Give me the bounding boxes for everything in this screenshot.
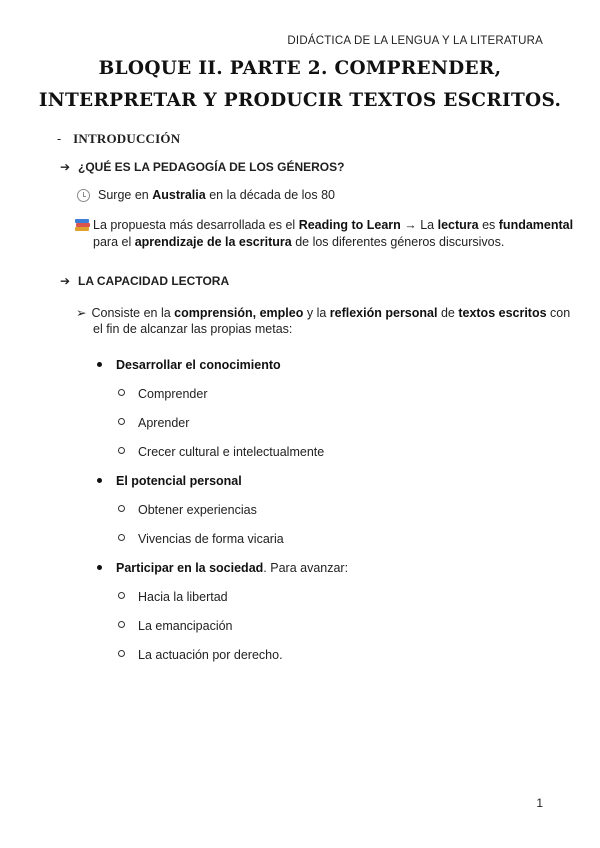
books-icon: [75, 219, 89, 231]
sub-list-item: Crecer cultural e intelectualmente: [118, 445, 324, 459]
sub-list-item: Vivencias de forma vicaria: [118, 532, 284, 546]
circle-bullet: [118, 505, 125, 512]
list-item-knowledge: Desarrollar el conocimiento: [97, 358, 281, 372]
section-heading-genres: [60, 160, 344, 174]
section-heading-reading: [60, 274, 229, 288]
disc-bullet: [97, 362, 102, 367]
list-item-society: Participar en la sociedad. Para avanzar:: [97, 561, 348, 575]
circle-bullet: [118, 650, 125, 657]
running-header: DIDÁCTICA DE LA LENGUA Y LA LITERATURA: [287, 35, 543, 47]
paragraph-capacity-cont: el fin de alcanzar las propias metas:: [93, 322, 293, 336]
sub-list-item: La actuación por derecho.: [118, 648, 283, 662]
dash-bullet: -: [57, 132, 62, 146]
paragraph-reading-to-learn: La propuesta más desarrollada es el Reading to Learn → La lectura es fundamental: [75, 218, 573, 232]
intro-heading: [57, 131, 180, 147]
paragraph-capacity: ➢ Consiste en la comprensión, empleo y la reflexión personal de textos escritos con: [76, 306, 571, 320]
arrowhead-bullet-icon: ➢: [76, 306, 87, 320]
list-item-personal: El potencial personal: [97, 474, 242, 488]
arrow-icon: ➔: [60, 274, 71, 288]
sub-list-item: La emancipación: [118, 619, 233, 633]
clock-icon: [77, 189, 90, 202]
page-title-line-1: BLOQUE II. PARTE 2. COMPRENDER,: [98, 58, 502, 79]
paragraph-reading-to-learn-cont: para el aprendizaje de la escritura de los diferentes géneros discursivos.: [93, 235, 505, 249]
section-heading-text: ¿QUÉ ES LA PEDAGOGÍA DE LOS GÉNEROS?: [78, 160, 345, 174]
section-heading-text: LA CAPACIDAD LECTORA: [78, 274, 230, 288]
paragraph-origin: Surge en Australia en la década de los 80: [77, 188, 335, 202]
disc-bullet: [97, 478, 102, 483]
disc-bullet: [97, 565, 102, 570]
circle-bullet: [118, 389, 125, 396]
page-number: 1: [536, 796, 543, 810]
sub-list-item: Obtener experiencias: [118, 503, 257, 517]
circle-bullet: [118, 621, 125, 628]
arrow-icon: ➔: [60, 160, 71, 174]
sub-list-item: Hacia la libertad: [118, 590, 228, 604]
sub-list-item: Comprender: [118, 387, 207, 401]
circle-bullet: [118, 592, 125, 599]
page-title-line-2: INTERPRETAR Y PRODUCIR TEXTOS ESCRITOS.: [38, 90, 562, 111]
circle-bullet: [118, 418, 125, 425]
circle-bullet: [118, 534, 125, 541]
intro-label: INTRODUCCIÓN: [73, 131, 181, 146]
sub-list-item: Aprender: [118, 416, 189, 430]
circle-bullet: [118, 447, 125, 454]
